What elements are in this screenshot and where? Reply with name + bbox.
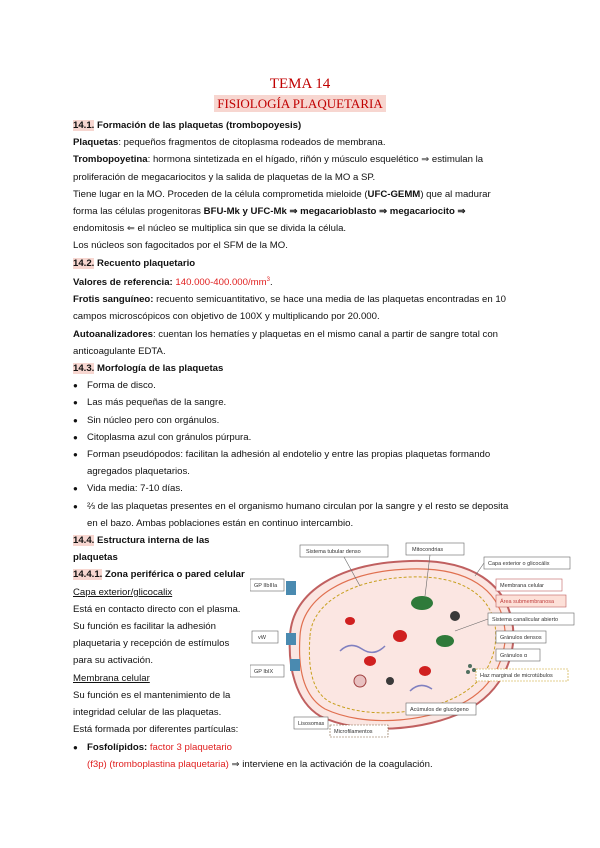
granule-alpha	[345, 617, 355, 625]
label-granulos-densos: Gránulos densos	[500, 635, 542, 641]
section-14-1-heading: 14.1. Formación de las plaquetas (trombopoyesis)	[73, 120, 302, 131]
list-item: ● Forma de disco.	[73, 377, 528, 394]
receptor-gp-iib	[286, 581, 296, 595]
mo-line-1: Tiene lugar en la MO. Proceden de la célula comprometida mieloide (UFC-GEMM) que al madurar	[73, 188, 491, 200]
lysosome	[354, 675, 366, 687]
capa-line: plaquetaria y recepción de estímulos	[73, 638, 230, 650]
section-14-4-heading-cont: plaquetas	[73, 552, 118, 564]
label-sistema-canalicular: Sistema canalicular abierto	[492, 617, 559, 623]
subsection-14-4-1-heading: 14.4.1. Zona periférica o pared celular	[73, 569, 245, 581]
glycogen	[472, 668, 476, 672]
granule-alpha	[419, 666, 431, 676]
granule-alpha	[393, 630, 407, 642]
frotis-line-1: Frotis sanguíneo: recuento semicuantitativo, se hace una media de las plaquetas encontradas en 10	[73, 294, 507, 306]
receptor-gp-ibix	[290, 659, 300, 671]
mitochondrion	[436, 635, 454, 647]
label-acumulos: Acúmulos de glucógeno	[410, 707, 469, 713]
frotis-line-2: campos microscópicos con objetivo de 100X y multiplicando por 20.000.	[73, 311, 380, 323]
label-gp-ibix: GP IbIX	[254, 669, 274, 675]
platelet-outer-membrane	[290, 561, 514, 729]
list-item-continued: en el bazo. Ambas poblaciones están en continuo intercambio.	[87, 517, 354, 529]
section-14-4-heading: 14.4. Estructura interna de las	[73, 535, 210, 547]
membrana-line: Su función es el mantenimiento de la	[73, 689, 231, 701]
list-item: ● Forman pseudópodos: facilitan la adhesión al endotelio y entre las propias plaquetas formando	[73, 446, 528, 463]
glycogen	[466, 670, 470, 674]
list-item-continued: (f3p) (tromboplastina plaquetaria) ⇒ interviene en la activación de la coagulación.	[87, 758, 433, 770]
list-item: ● Vida media: 7-10 días.	[73, 480, 528, 497]
sfm-line: Los núcleos son fagocitados por el SFM de la MO.	[73, 240, 288, 252]
plaquetas-definition: Plaquetas: pequeños fragmentos de citoplasma rodeados de membrana.	[73, 137, 386, 149]
label-microfilamentos: Microfilamentos	[334, 729, 373, 735]
mo-line-3: endomitosis ⇐ el núcleo se multiplica sin que se divida la célula.	[73, 223, 347, 235]
capa-line: Está en contacto directo con el plasma.	[73, 603, 241, 615]
capa-exterior-title: Capa exterior/glicocalix	[73, 586, 173, 598]
autoanalizadores-line-2: anticoagulante EDTA.	[73, 345, 166, 357]
granule-dense	[450, 611, 460, 621]
trombopoyetina-continued: proliferación de megacariocitos y la salida de plaquetas de la MO a SP.	[73, 171, 376, 183]
list-item: ● ⅔ de las plaquetas presentes en el organismo humano circulan por la sangre y el resto se deposita	[73, 498, 528, 515]
label-vw: vW	[258, 635, 266, 641]
label-haz-marginal: Haz marginal de microtúbulos	[480, 673, 553, 679]
glycogen	[468, 664, 472, 668]
section-14-3-heading: 14.3. Morfología de las plaquetas	[73, 363, 224, 375]
label-area-sub: Área submembranosa	[500, 599, 555, 605]
membrana-title: Membrana celular	[73, 672, 150, 684]
label-sistema-tubular: Sistema tubular denso	[306, 549, 361, 555]
autoanalizadores-line-1: Autoanalizadores: cuentan los hematíes y plaquetas en el mismo canal a partir de sangre total con	[73, 328, 499, 340]
granule-dense	[386, 677, 394, 685]
list-item: ● Las más pequeñas de la sangre.	[73, 394, 528, 411]
capa-line: para su activación.	[73, 655, 153, 667]
platelet-structure-diagram	[250, 541, 580, 757]
list-item: ● Sin núcleo pero con orgánulos.	[73, 412, 528, 429]
morphology-list	[73, 377, 528, 532]
label-lisosomas: Lisosomas	[298, 721, 325, 727]
list-item-continued: agregados plaquetarios.	[87, 466, 190, 478]
label-gp-iib: GP IIbIIIa	[254, 583, 278, 589]
list-item: ● Fosfolípidos: factor 3 plaquetario	[73, 739, 528, 756]
label-capa-exterior: Capa exterior o glicocálix	[488, 561, 550, 567]
mitochondrion	[411, 596, 433, 610]
mo-line-2: forma las células progenitoras BFU-Mk y UFC-Mk ⇒ megacarioblasto ⇒ megacariocito ⇒	[73, 206, 466, 218]
granule-alpha	[364, 656, 376, 666]
membrana-line: Está formada por diferentes partículas:	[73, 724, 239, 736]
list-item: ● Citoplasma azul con gránulos púrpura.	[73, 429, 528, 446]
page-title: TEMA 14	[269, 76, 331, 92]
receptor-vw	[286, 633, 296, 645]
label-membrana: Membrana celular	[500, 583, 545, 589]
label-mitocondrias: Mitocondrias	[412, 547, 444, 553]
section-14-2-heading: 14.2. Recuento plaquetario	[73, 257, 196, 269]
reference-values: Valores de referencia: $140.000-400.000/mm^3$.	[73, 276, 273, 289]
label-granulos-alfa: Gránulos α	[500, 653, 528, 659]
capa-line: Su función es facilitar la adhesión	[73, 621, 216, 633]
trombopoyetina-definition: Trombopoyetina: hormona sintetizada en el hígado, riñón y músculo esquelético ⇒ estimulan la	[73, 154, 484, 166]
page-subtitle: FISIOLOGÍA PLAQUETARIA	[0, 96, 600, 112]
membrana-line: integridad celular de las plaquetas.	[73, 707, 222, 719]
